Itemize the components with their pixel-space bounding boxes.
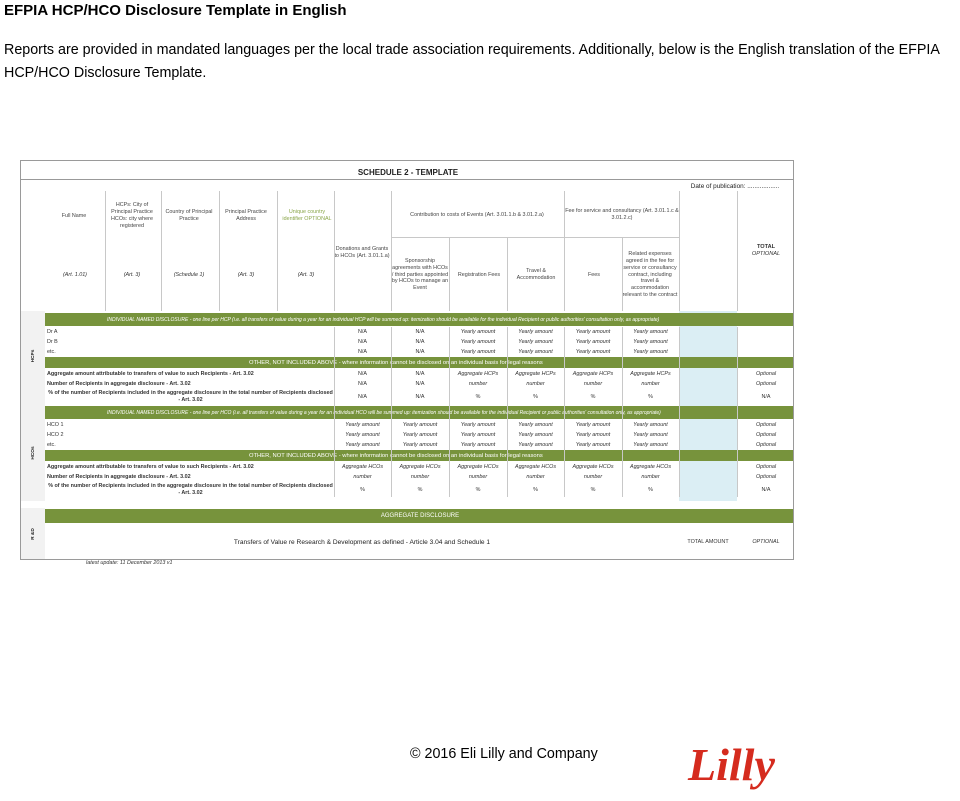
hcp-other-band: OTHER, NOT INCLUDED ABOVE - where information cannot be disclosed on an individual basis for legal reasons: [45, 357, 794, 368]
header-divider: [564, 191, 565, 311]
hco-row-cell: Yearly amount: [575, 441, 611, 448]
copyright-notice: © 2016 Eli Lilly and Company: [410, 746, 598, 762]
header-contribution: Contribution to costs of Events (Art. 3.01.1.b & 3.01.2.a): [410, 211, 544, 218]
hcp-row-cell: N/A: [415, 328, 425, 335]
hcp-agg-cell: %: [475, 394, 481, 400]
hco-agg-cell: %: [417, 487, 423, 493]
hco-agg-cell: number: [353, 473, 372, 480]
rd-aggregate-band: AGGREGATE DISCLOSURE: [45, 509, 794, 523]
hcp-agg-cell: Aggregate HCPs: [572, 370, 614, 377]
header-total: TOTAL: [756, 244, 776, 250]
hco-row-total: Optional: [755, 431, 777, 438]
hco-row-cell: Yearly amount: [518, 441, 553, 448]
hco-row-cell: Yearly amount: [402, 441, 438, 448]
hco-agg-row-name: % of the number of Recipients included in the aggregate disclosure in the total number of Recipients disclosed - Art. 3.02: [48, 483, 333, 496]
hco-row-cell: Yearly amount: [633, 431, 668, 438]
hco-row-total: Optional: [755, 421, 777, 428]
hcp-agg-cell: N/A: [415, 370, 425, 377]
hco-agg-cell: %: [360, 487, 365, 493]
hcp-row-cell: Yearly amount: [518, 328, 553, 335]
header-divider: [334, 191, 335, 311]
hco-agg-row-name: Number of Recipients in aggregate disclosure - Art. 3.02: [47, 473, 191, 480]
hco-agg-cell: Aggregate HCOs: [629, 463, 672, 470]
hcp-agg-cell: number: [468, 380, 488, 387]
body-divider: [564, 327, 565, 497]
hcp-agg-cell: N/A: [358, 370, 367, 377]
hcp-row-cell: Yearly amount: [575, 328, 611, 335]
hcp-row-cell: Yearly amount: [575, 348, 611, 355]
hcp-agg-cell: N/A: [415, 394, 425, 400]
header-divider: [277, 191, 278, 311]
header-sponsorship: Sponsorship agreements with HCOs / third parties appointed by HCOs to manage an Event: [391, 258, 449, 292]
hco-agg-cell: number: [641, 473, 660, 480]
document-title: EFPIA HCP/HCO Disclosure Template in English: [4, 2, 347, 19]
hco-row-name: etc.: [47, 441, 56, 448]
date-of-publication: Date of publication: ..................: [690, 182, 780, 190]
header-divider: [105, 191, 106, 311]
sidebar-hcps-label: HCPs: [30, 349, 36, 363]
hcp-row-cell: Yearly amount: [518, 338, 553, 345]
hcp-row-cell: Yearly amount: [633, 338, 668, 345]
hco-row-name: HCO 2: [47, 431, 64, 438]
hco-row-cell: Yearly amount: [460, 431, 496, 438]
hco-agg-cell: number: [410, 473, 430, 480]
hco-other-band: OTHER, NOT INCLUDED ABOVE - where information cannot be disclosed on an individual basis for legal reasons: [45, 450, 794, 461]
hco-agg-cell: number: [583, 473, 603, 480]
hcp-row-cell: Yearly amount: [633, 328, 668, 335]
hco-agg-cell: Aggregate HCOs: [399, 463, 441, 470]
header-address: Principal Practice Address: [225, 209, 267, 222]
hco-row-cell: Yearly amount: [518, 431, 553, 438]
hcp-agg-cell: N/A: [415, 380, 425, 387]
header-travel: Travel & Accommodation: [516, 268, 556, 281]
hcp-agg-total: Optional: [755, 380, 777, 387]
header-divider: [391, 191, 392, 311]
hcp-agg-row-name: % of the number of Recipients included in the aggregate disclosure in the total number of Recipients disclosed - Art. 3.02: [48, 390, 333, 403]
hcp-row-cell: Yearly amount: [518, 348, 553, 355]
art-ref-unique-id: (Art. 3): [297, 272, 315, 278]
hcp-agg-cell: %: [533, 394, 538, 400]
rd-description: Transfers of Value re Research & Development as defined - Article 3.04 and Schedule 1: [233, 538, 491, 546]
hcp-agg-cell: %: [648, 394, 653, 400]
body-divider: [391, 327, 392, 497]
hcp-individual-band: INDIVIDUAL NAMED DISCLOSURE - one line per HCP (i.e. all transfers of value during a year for an individual HCP will be summed up: itemization should be available for the individual Recipient or public authorities' consultation only, as appropriate): [45, 313, 794, 326]
art-ref-city: (Art. 3): [123, 272, 141, 278]
hcp-row-cell: N/A: [415, 338, 425, 345]
hcp-row-name: Dr A: [47, 328, 58, 335]
header-fee-service: Fee for service and consultancy (Art. 3.01.1.c & 3.01.2.c): [565, 208, 679, 221]
hco-agg-cell: %: [590, 487, 596, 493]
schedule-2-template-sheet: [20, 160, 794, 560]
hco-row-name: HCO 1: [47, 421, 64, 428]
header-fees: Fees: [588, 271, 600, 278]
header-divider: [737, 191, 738, 311]
hco-row-cell: Yearly amount: [633, 421, 668, 428]
hco-row-cell: Yearly amount: [460, 441, 496, 448]
header-divider: [679, 191, 680, 311]
hcp-agg-row-name: Aggregate amount attributable to transfers of value to such Recipients - Art. 3.02: [47, 370, 254, 377]
body-divider: [507, 327, 508, 497]
header-divider: [449, 237, 450, 311]
hco-row-cell: Yearly amount: [345, 441, 380, 448]
hco-row-cell: Yearly amount: [345, 421, 380, 428]
hcp-agg-cell: %: [590, 394, 596, 400]
hcp-agg-cell: N/A: [358, 394, 367, 400]
hco-agg-total: Optional: [755, 473, 777, 480]
hcp-agg-cell: number: [583, 380, 603, 387]
latest-update-note: latest update: 11 December 2013 v1: [86, 560, 173, 566]
hcp-row-cell: N/A: [358, 348, 367, 355]
body-divider: [449, 327, 450, 497]
art-ref-country: (Schedule 1): [173, 272, 205, 278]
hcp-row-cell: Yearly amount: [460, 328, 496, 335]
hco-row-cell: Yearly amount: [518, 421, 553, 428]
art-ref-address: (Art. 3): [237, 272, 255, 278]
hco-agg-cell: number: [468, 473, 488, 480]
hco-agg-total: Optional: [755, 463, 777, 470]
hcp-row-cell: N/A: [358, 338, 367, 345]
sidebar-rd-label: R &D: [30, 528, 36, 540]
header-unique-id: Unique country identifier OPTIONAL: [282, 209, 332, 222]
hco-agg-cell: %: [533, 487, 538, 493]
body-divider: [679, 327, 680, 497]
hcp-row-name: Dr B: [47, 338, 58, 345]
hco-agg-cell: Aggregate HCOs: [341, 463, 384, 470]
hcp-row-cell: Yearly amount: [460, 338, 496, 345]
hcp-agg-total: N/A: [761, 394, 771, 400]
hco-row-cell: Yearly amount: [633, 441, 668, 448]
rd-total-amount: TOTAL AMOUNT: [687, 539, 729, 545]
art-ref-full-name: (Art. 1.01): [63, 272, 87, 278]
hco-agg-cell: Aggregate HCOs: [572, 463, 614, 470]
hco-row-total: Optional: [755, 441, 777, 448]
lilly-logo-text: Lilly: [688, 739, 775, 790]
hcp-agg-cell: N/A: [358, 380, 367, 387]
hco-row-cell: Yearly amount: [575, 431, 611, 438]
hco-row-cell: Yearly amount: [460, 421, 496, 428]
hcp-row-cell: N/A: [415, 348, 425, 355]
hco-row-cell: Yearly amount: [345, 431, 380, 438]
hcp-row-cell: N/A: [358, 328, 367, 335]
rd-optional: OPTIONAL: [752, 539, 780, 545]
header-divider: [622, 237, 623, 311]
title-rule: [21, 179, 794, 180]
header-divider: [507, 237, 508, 311]
hcp-agg-cell: number: [641, 380, 660, 387]
header-divider: [161, 191, 162, 311]
body-divider: [622, 327, 623, 497]
hcp-agg-total: Optional: [755, 370, 777, 377]
hco-individual-band: INDIVIDUAL NAMED DISCLOSURE - one line per HCO (i.e. all transfers of value during a year for an individual HCO will be summed up: itemization should be available for the individual Recipient or public authorities' consultation only, as appropriate): [45, 406, 794, 419]
hco-agg-cell: number: [526, 473, 545, 480]
hcp-row-cell: Yearly amount: [633, 348, 668, 355]
hco-agg-cell: %: [648, 487, 653, 493]
sidebar-hcos-label: HCOs: [30, 446, 36, 460]
hco-agg-row-name: Aggregate amount attributable to transfers of value to such Recipients - Art. 3.02: [47, 463, 254, 470]
body-divider: [334, 327, 335, 497]
sheet-title: SCHEDULE 2 - TEMPLATE: [357, 167, 459, 177]
hco-row-cell: Yearly amount: [402, 421, 438, 428]
header-hcps-city: HCPs: City of Principal Practice HCOs: city where registered: [111, 202, 153, 229]
header-full-name: Full Name: [61, 212, 87, 219]
header-total-optional: OPTIONAL: [751, 251, 781, 257]
hcp-agg-cell: Aggregate HCPs: [457, 370, 499, 377]
hco-agg-total: N/A: [761, 487, 771, 493]
intro-paragraph: Reports are provided in mandated languages per the local trade association requirements. Additionally, below is the English translation of the EFPIA HCP/HCO Disclosure Template.: [4, 42, 940, 81]
header-donations: Donations and Grants to HCOs (Art. 3.01.1.a): [334, 246, 390, 259]
hcp-agg-cell: number: [526, 380, 545, 387]
hco-agg-cell: Aggregate HCOs: [457, 463, 499, 470]
lilly-logo: [686, 736, 790, 799]
header-related-expenses: Related expenses agreed in the fee for service or consultancy contract, including travel & accommodation relevant to the contract: [622, 251, 678, 298]
header-divider: [391, 237, 679, 238]
hcp-agg-cell: Aggregate HCPs: [630, 370, 671, 377]
header-divider: [219, 191, 220, 311]
hcp-agg-row-name: Number of Recipients in aggregate disclosure - Art. 3.02: [47, 380, 191, 387]
header-country: Country of Principal Practice: [165, 209, 213, 222]
hcp-row-name: etc.: [47, 348, 56, 355]
header-registration: Registration Fees: [457, 271, 501, 278]
hco-row-cell: Yearly amount: [402, 431, 438, 438]
hcp-row-cell: Yearly amount: [575, 338, 611, 345]
hco-agg-cell: %: [475, 487, 481, 493]
lilly-logo-mark: [686, 736, 790, 794]
hco-row-cell: Yearly amount: [575, 421, 611, 428]
hcp-agg-cell: Aggregate HCPs: [515, 370, 556, 377]
hco-agg-cell: Aggregate HCOs: [514, 463, 557, 470]
hcp-row-cell: Yearly amount: [460, 348, 496, 355]
body-divider: [737, 327, 738, 497]
